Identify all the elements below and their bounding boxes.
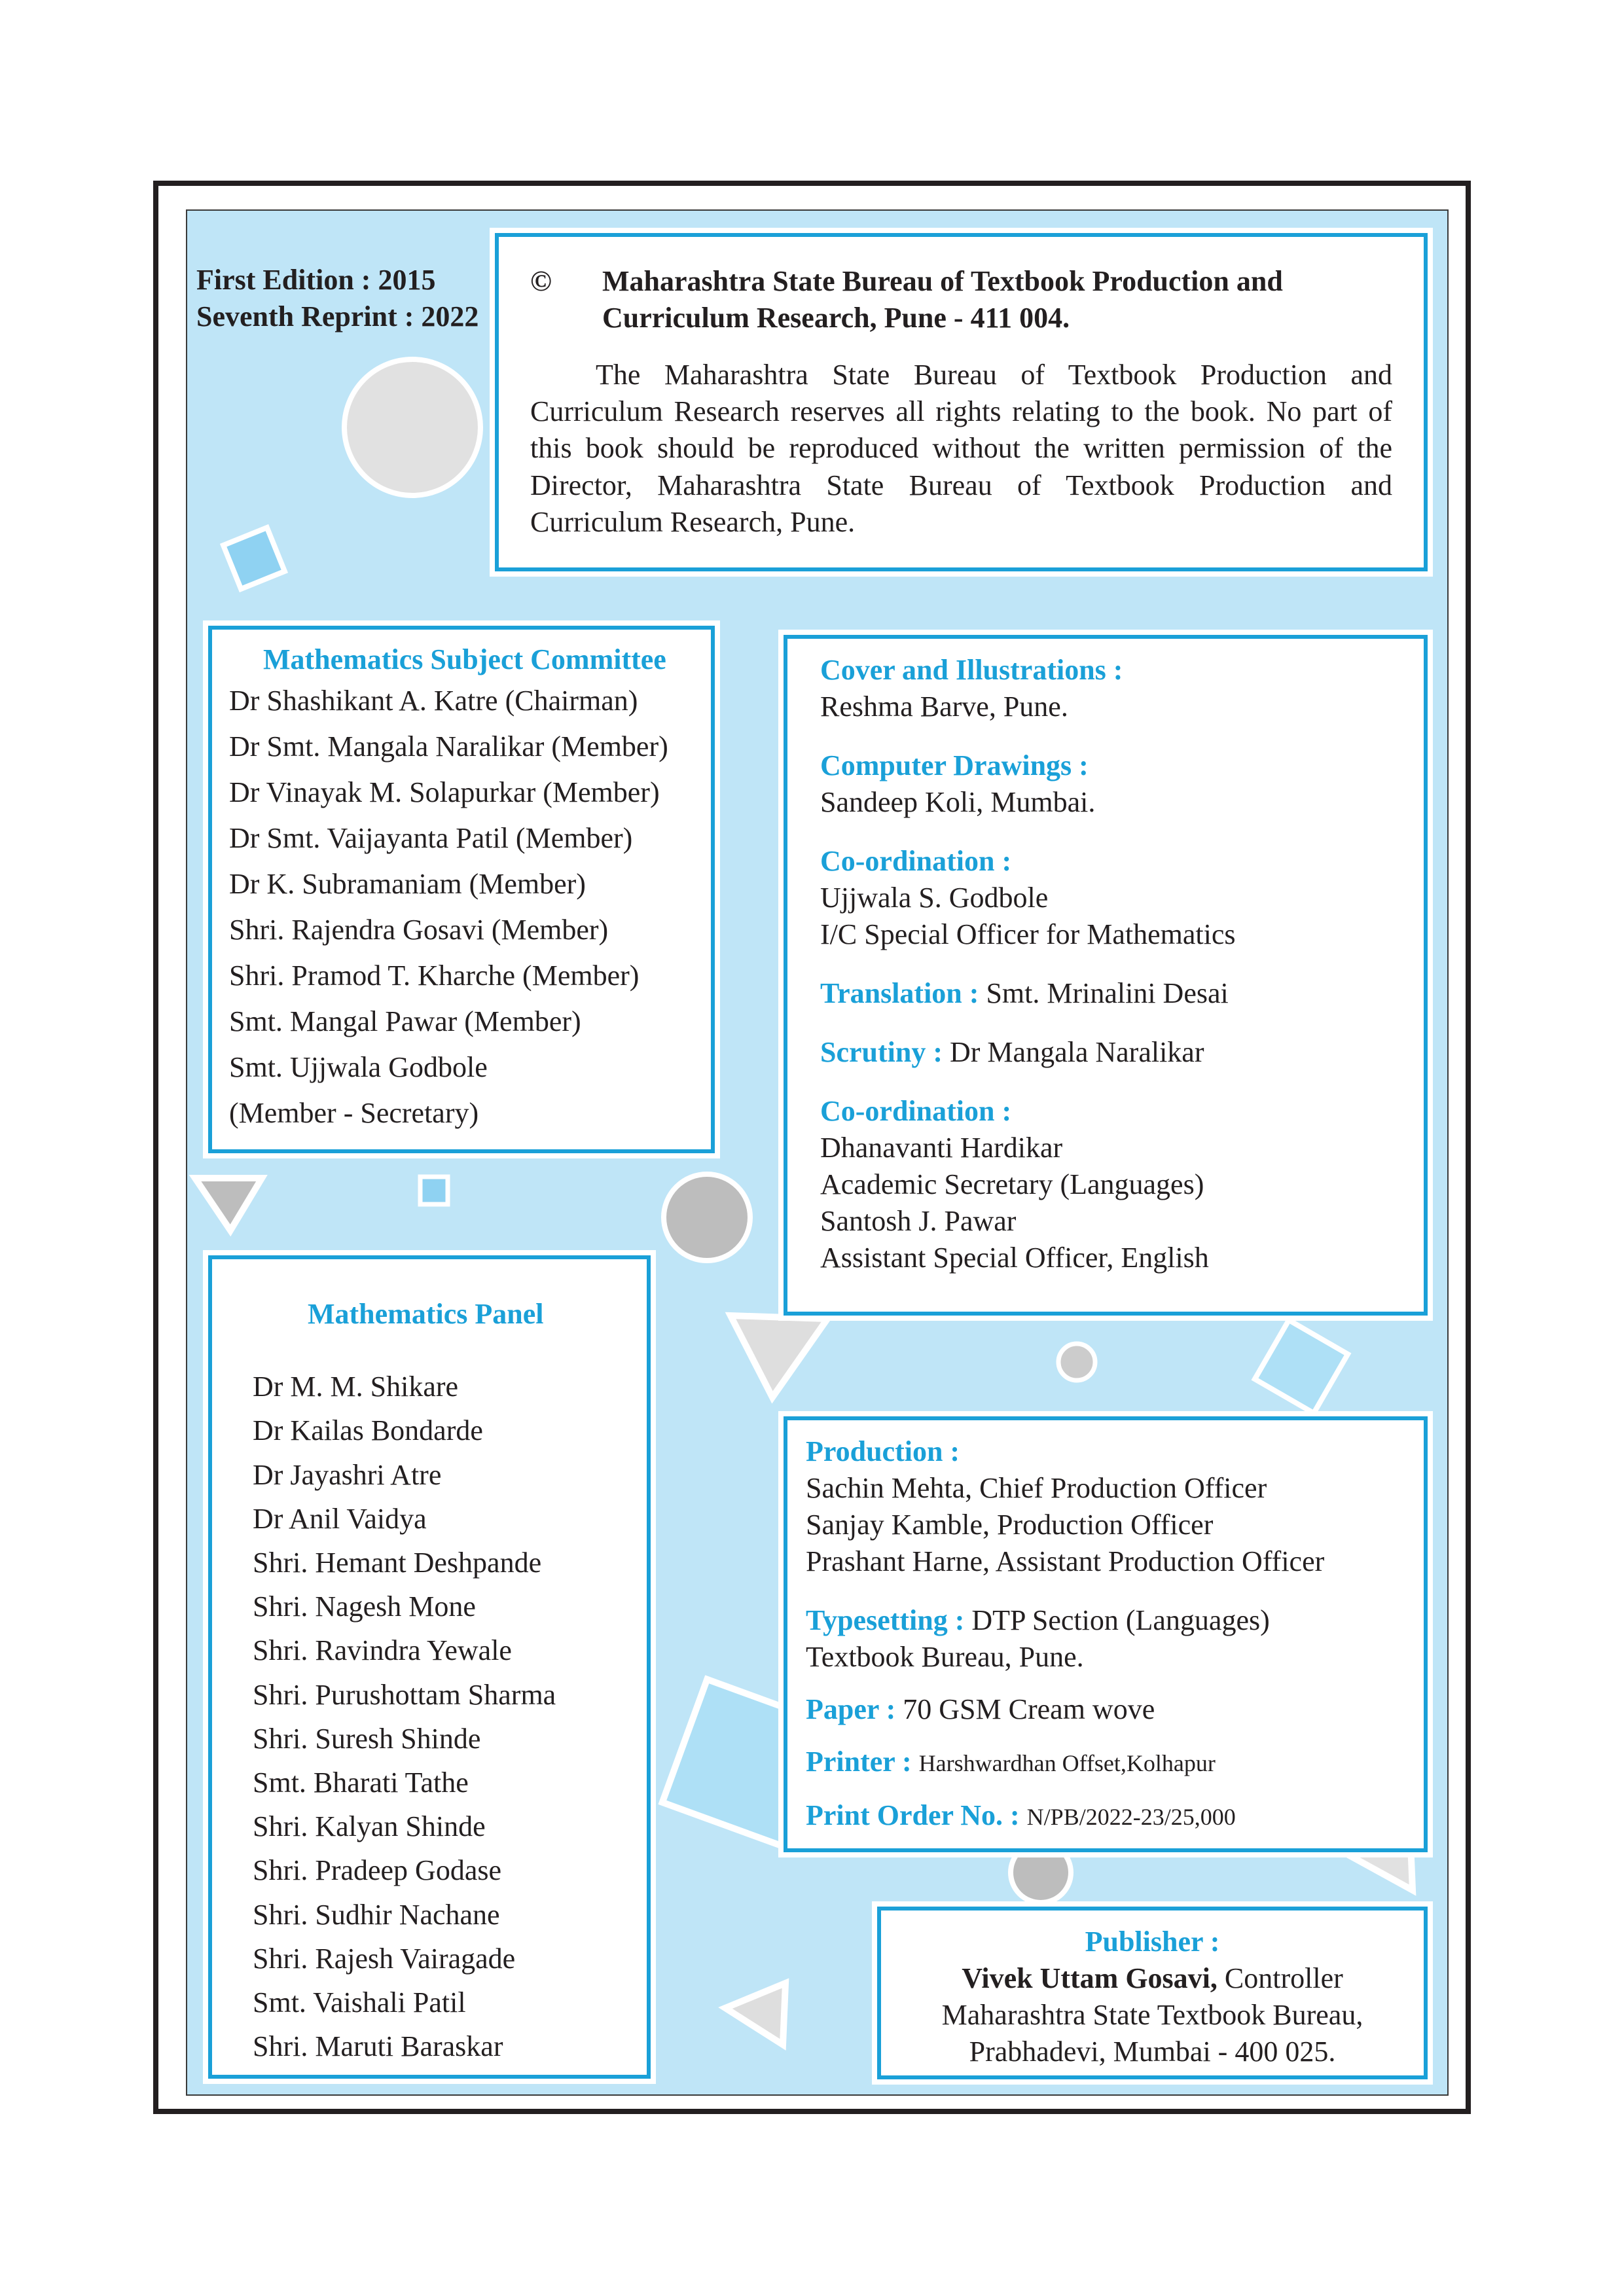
coordination-line: Assistant Special Officer, English bbox=[820, 1242, 1209, 1274]
publisher-line: Maharashtra State Textbook Bureau, bbox=[941, 1999, 1363, 2031]
committee-member: Dr Vinayak M. Solapurkar (Member) bbox=[229, 776, 660, 808]
panel-member: Shri. Suresh Shinde bbox=[253, 1722, 481, 1755]
typesetting-value-2: Textbook Bureau, Pune. bbox=[806, 1641, 1084, 1673]
translation-row bbox=[820, 975, 1424, 1012]
panel-title: Mathematics Panel bbox=[308, 1298, 544, 1330]
publisher-name-row bbox=[881, 1960, 1424, 1997]
production-line: Prashant Harne, Assistant Production Officer bbox=[806, 1545, 1325, 1577]
committee-member: Shri. Pramod T. Kharche (Member) bbox=[229, 960, 640, 992]
decor-triangle-middle bbox=[731, 1316, 827, 1397]
coordination-name: Ujjwala S. Godbole bbox=[820, 882, 1049, 914]
panel-member: Shri. Purushottam Sharma bbox=[253, 1678, 556, 1711]
seventh-reprint: Seventh Reprint : 2022 bbox=[196, 300, 479, 333]
print-order-row bbox=[806, 1797, 1424, 1835]
decor-circle-large bbox=[344, 359, 480, 495]
production-label: Production : bbox=[806, 1435, 960, 1467]
panel-member: Dr M. M. Shikare bbox=[253, 1371, 459, 1403]
copyright-box bbox=[495, 233, 1428, 571]
translation-value: Smt. Mrinalini Desai bbox=[986, 977, 1229, 1009]
panel-member: Shri. Kalyan Shinde bbox=[253, 1810, 486, 1843]
scrutiny-row bbox=[820, 1034, 1424, 1071]
production-line: Sachin Mehta, Chief Production Officer bbox=[806, 1472, 1267, 1504]
typesetting-row bbox=[806, 1602, 1424, 1639]
panel-member: Shri. Rajesh Vairagade bbox=[253, 1942, 516, 1975]
publisher-name: Vivek Uttam Gosavi, bbox=[962, 1962, 1218, 1994]
publisher-role: Controller bbox=[1224, 1962, 1343, 1994]
credits-box bbox=[784, 635, 1428, 1316]
copyright-org-line1: Maharashtra State Bureau of Textbook Production and bbox=[602, 265, 1283, 297]
scrutiny-label: Scrutiny : bbox=[820, 1036, 943, 1068]
coordination-line: Academic Secretary (Languages) bbox=[820, 1168, 1204, 1200]
decor-triangle-bottom bbox=[725, 1983, 785, 2045]
decor-square-tiny bbox=[420, 1177, 448, 1204]
printer-label: Printer : bbox=[806, 1746, 912, 1778]
coordination-role: I/C Special Officer for Mathematics bbox=[820, 918, 1236, 950]
copyright-icon: © bbox=[530, 265, 552, 297]
panel-member: Shri. Hemant Deshpande bbox=[253, 1547, 542, 1579]
publisher-label: Publisher : bbox=[1085, 1926, 1220, 1958]
committee-title: Mathematics Subject Committee bbox=[263, 643, 666, 675]
committee-member: Smt. Ujjwala Godbole bbox=[229, 1051, 488, 1083]
coordination-line: Dhanavanti Hardikar bbox=[820, 1132, 1063, 1164]
decor-circle-medium bbox=[664, 1174, 750, 1261]
production-box bbox=[784, 1416, 1428, 1852]
committee-member: Dr K. Subramaniam (Member) bbox=[229, 868, 586, 900]
committee-member: Smt. Mangal Pawar (Member) bbox=[229, 1005, 581, 1037]
paper-value: 70 GSM Cream wove bbox=[903, 1693, 1155, 1725]
printer-value: Harshwardhan Offset,Kolhapur bbox=[918, 1750, 1216, 1776]
print-order-value: N/PB/2022-23/25,000 bbox=[1026, 1804, 1236, 1830]
translation-label: Translation : bbox=[820, 977, 979, 1009]
cover-label: Cover and Illustrations : bbox=[820, 654, 1123, 686]
publisher-line: Prabhadevi, Mumbai - 400 025. bbox=[969, 2036, 1336, 2068]
panel-member: Shri. Nagesh Mone bbox=[253, 1590, 476, 1623]
committee-member: Dr Smt. Mangala Naralikar (Member) bbox=[229, 730, 668, 762]
typesetting-label: Typesetting : bbox=[806, 1604, 965, 1636]
decor-square-small bbox=[223, 528, 285, 589]
drawings-label: Computer Drawings : bbox=[820, 749, 1089, 781]
panel-member: Smt. Bharati Tathe bbox=[253, 1767, 469, 1799]
decor-triangle-left bbox=[195, 1178, 262, 1230]
committee-member: (Member - Secretary) bbox=[229, 1097, 479, 1129]
printer-row bbox=[806, 1744, 1424, 1782]
paper-row bbox=[806, 1691, 1424, 1728]
print-order-label: Print Order No. : bbox=[806, 1799, 1020, 1831]
production-line: Sanjay Kamble, Production Officer bbox=[806, 1509, 1214, 1541]
edition-info bbox=[196, 262, 478, 336]
committee-member: Dr Shashikant A. Katre (Chairman) bbox=[229, 685, 638, 717]
panel-member: Shri. Pradeep Godase bbox=[253, 1854, 502, 1887]
panel-member: Dr Anil Vaidya bbox=[253, 1502, 427, 1535]
copyright-heading bbox=[530, 263, 1392, 337]
decor-circle-small bbox=[1058, 1344, 1095, 1380]
cover-value: Reshma Barve, Pune. bbox=[820, 691, 1068, 723]
panel-member: Shri. Sudhir Nachane bbox=[253, 1898, 500, 1931]
panel-member: Shri. Ravindra Yewale bbox=[253, 1634, 512, 1667]
panel-member: Shri. Maruti Baraskar bbox=[253, 2030, 503, 2063]
typesetting-value: DTP Section (Languages) bbox=[971, 1604, 1270, 1636]
scrutiny-value: Dr Mangala Naralikar bbox=[950, 1036, 1204, 1068]
coordination-label: Co-ordination : bbox=[820, 845, 1012, 877]
committee-member: Shri. Rajendra Gosavi (Member) bbox=[229, 914, 609, 946]
copyright-org-line2: Curriculum Research, Pune - 411 004. bbox=[602, 302, 1070, 334]
panel-member: Smt. Vaishali Patil bbox=[253, 1986, 466, 2019]
copyright-organization bbox=[602, 263, 1283, 337]
publisher-box bbox=[877, 1907, 1428, 2079]
mathematics-panel-box bbox=[208, 1255, 651, 2079]
copyright-notice: The Maharashtra State Bureau of Textbook Production and Curriculum Research reserves all rights relating to the book. No part of this book should be reproduced without the written permission of the Director, Maharashtra State Bureau of Textbook Production and Curriculum Research, Pune. bbox=[530, 358, 1392, 538]
subject-committee-box bbox=[208, 626, 715, 1153]
coordination-line: Santosh J. Pawar bbox=[820, 1205, 1017, 1237]
coordination-label-2: Co-ordination : bbox=[820, 1095, 1012, 1127]
first-edition: First Edition : 2015 bbox=[196, 264, 436, 296]
committee-member: Dr Smt. Vaijayanta Patil (Member) bbox=[229, 822, 633, 854]
drawings-value: Sandeep Koli, Mumbai. bbox=[820, 786, 1096, 818]
paper-label: Paper : bbox=[806, 1693, 896, 1725]
panel-member: Dr Jayashri Atre bbox=[253, 1458, 442, 1491]
decor-square-right bbox=[1255, 1320, 1348, 1413]
panel-member: Dr Kailas Bondarde bbox=[253, 1414, 483, 1447]
